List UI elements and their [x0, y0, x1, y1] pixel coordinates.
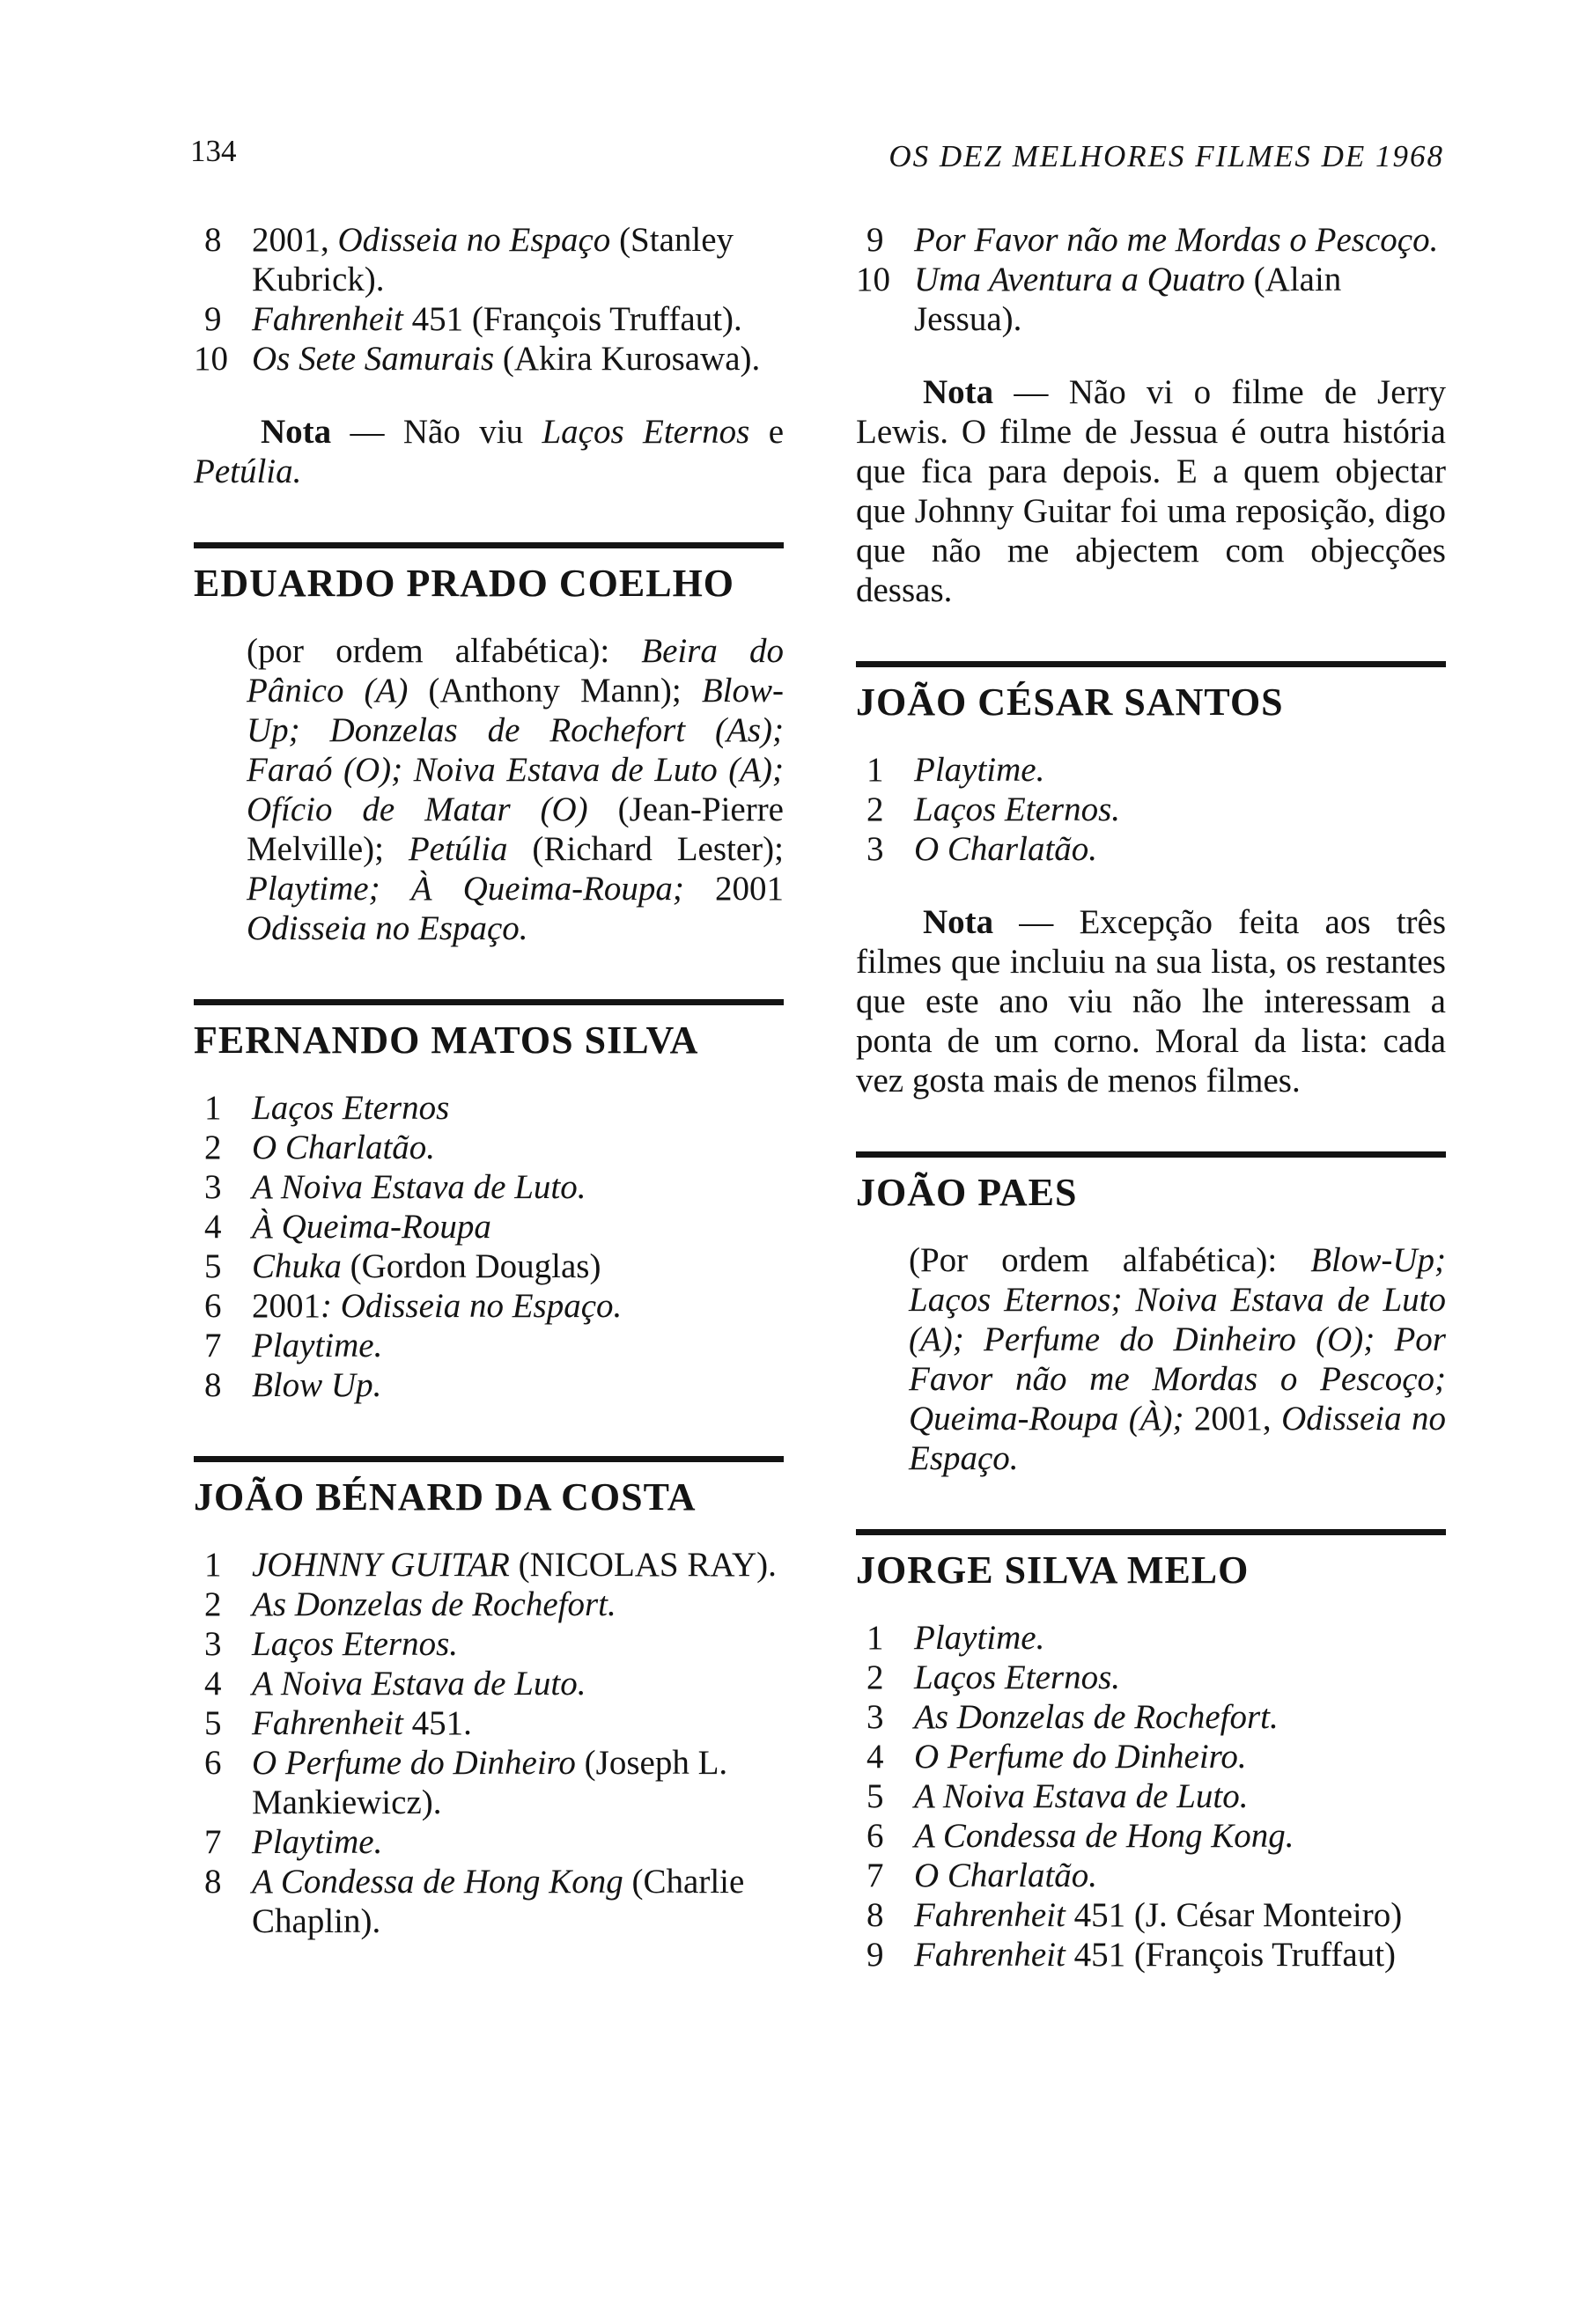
item-number: 6	[204, 1287, 222, 1325]
item-text: A Condessa de Hong Kong (Charlie Chaplin).	[252, 1863, 745, 1940]
item-number: 4	[866, 1738, 884, 1776]
item-text: Uma Aventura a Quatro (Alain Jessua).	[914, 261, 1342, 338]
item-text: Blow Up.	[252, 1366, 382, 1404]
list-item	[856, 260, 1446, 339]
item-text: Laços Eternos.	[914, 791, 1120, 828]
item-text: O Perfume do Dinheiro.	[914, 1738, 1247, 1776]
item-text: Laços Eternos.	[914, 1658, 1120, 1696]
item-number: 2	[866, 791, 884, 828]
list-item	[194, 1247, 784, 1286]
note-label: Nota	[923, 373, 994, 411]
item-text: Os Sete Samurais (Akira Kurosawa).	[252, 340, 761, 378]
item-number: 6	[204, 1744, 222, 1782]
note-label: Nota	[923, 903, 994, 941]
section-paragraph: (Por ordem alfabética): Blow-Up; Laços Eternos; Noiva Estava de Luto (A); Perfume do Dinheiro (O); Por Favor não me Mordas o Pescoço; Queima-Roupa (À); 2001, Odisseia no Espaço.	[909, 1241, 1447, 1477]
list-item	[856, 1618, 1446, 1658]
item-number: 1	[204, 1089, 222, 1127]
item-number: 8	[204, 1863, 222, 1901]
note	[856, 902, 1446, 1100]
item-number: 9	[866, 1936, 884, 1974]
item-number: 7	[204, 1327, 222, 1364]
section-paragraph: (por ordem alfabética): Beira do Pânico (A) (Anthony Mann); Blow-Up; Donzelas de Rochefort (As); Faraó (O); Noiva Estava de Luto (A); Ofício de Matar (O) (Jean-Pierre Melville); Petúlia (Richard Lester); Playtime; À Queima-Roupa; 2001 Odisseia no Espaço.	[247, 632, 785, 947]
note-label: Nota	[261, 413, 332, 451]
item-text: Fahrenheit 451 (François Truffaut)	[914, 1936, 1397, 1974]
item-text: Playtime.	[252, 1327, 383, 1364]
list-item	[194, 299, 784, 339]
item-text: A Noiva Estava de Luto.	[252, 1168, 586, 1206]
item-text: O Charlatão.	[252, 1129, 436, 1166]
item-text: Fahrenheit 451 (J. César Monteiro)	[914, 1896, 1403, 1934]
section-title: EDUARDO PRADO COELHO	[194, 562, 735, 605]
item-number: 4	[204, 1665, 222, 1703]
item-text: As Donzelas de Rochefort.	[914, 1698, 1279, 1736]
list-item	[194, 1128, 784, 1167]
section-fernando-matos-silva	[194, 999, 784, 1405]
list-item	[856, 829, 1446, 869]
item-number: 8	[204, 221, 222, 259]
item-number: 7	[204, 1823, 222, 1861]
item-number: 9	[204, 300, 222, 338]
item-text: Playtime.	[252, 1823, 383, 1861]
item-number: 8	[204, 1366, 222, 1404]
section-joao-paes	[856, 1151, 1446, 1478]
continued-list	[856, 220, 1446, 339]
list-item	[194, 1743, 784, 1822]
list-item	[194, 1326, 784, 1365]
item-number: 4	[204, 1208, 222, 1246]
note	[856, 372, 1446, 610]
item-number: 3	[866, 830, 884, 868]
section-title: JOÃO CÉSAR SANTOS	[856, 680, 1284, 724]
film-list	[856, 1618, 1446, 1975]
section-joao-benard-da-costa	[194, 1456, 784, 1941]
section-rule	[194, 999, 784, 1005]
item-number: 7	[866, 1857, 884, 1894]
item-number: 1	[866, 751, 884, 789]
list-item	[856, 1816, 1446, 1856]
item-number: 8	[866, 1896, 884, 1934]
list-item	[856, 220, 1446, 260]
item-text: Fahrenheit 451 (François Truffaut).	[252, 300, 742, 338]
item-number: 5	[204, 1704, 222, 1742]
list-item	[194, 220, 784, 299]
item-text: A Noiva Estava de Luto.	[252, 1665, 586, 1703]
list-item	[194, 1286, 784, 1326]
list-item	[856, 1856, 1446, 1895]
list-item	[856, 1895, 1446, 1935]
item-number: 10	[194, 340, 228, 378]
item-text: O Perfume do Dinheiro (Joseph L. Mankiewicz).	[252, 1744, 728, 1821]
item-text: Laços Eternos	[252, 1089, 450, 1127]
list-item	[194, 1167, 784, 1207]
list-item	[856, 1697, 1446, 1737]
section-title: JOÃO BÉNARD DA COSTA	[194, 1475, 697, 1519]
film-list	[856, 750, 1446, 869]
list-item	[194, 1703, 784, 1743]
item-text: 2001, Odisseia no Espaço (Stanley Kubrick).	[252, 221, 734, 298]
section-joao-cesar-santos	[856, 661, 1446, 1100]
section-eduardo-prado-coelho	[194, 542, 784, 948]
note-text: — Não viu Laços Eternos e Petúlia.	[194, 413, 785, 490]
left-column	[194, 220, 784, 1941]
item-text: As Donzelas de Rochefort.	[252, 1585, 616, 1623]
item-number: 5	[204, 1247, 222, 1285]
item-number: 3	[204, 1168, 222, 1206]
item-number: 3	[204, 1625, 222, 1663]
item-text: A Noiva Estava de Luto.	[914, 1777, 1249, 1815]
item-number: 6	[866, 1817, 884, 1855]
item-number: 9	[866, 221, 884, 259]
section-rule	[856, 1529, 1446, 1535]
item-text: O Charlatão.	[914, 1857, 1098, 1894]
list-item	[856, 1776, 1446, 1816]
list-item	[856, 1737, 1446, 1776]
section-jorge-silva-melo	[856, 1529, 1446, 1975]
list-item	[856, 750, 1446, 790]
item-text: Por Favor não me Mordas o Pescoço.	[914, 221, 1439, 259]
list-item	[194, 1822, 784, 1862]
list-item	[194, 1365, 784, 1405]
item-text: O Charlatão.	[914, 830, 1098, 868]
running-title: OS DEZ MELHORES FILMES DE 1968	[889, 139, 1444, 173]
item-number: 5	[866, 1777, 884, 1815]
film-list	[194, 1545, 784, 1941]
item-number: 3	[866, 1698, 884, 1736]
section-title: JOÃO PAES	[856, 1171, 1078, 1214]
item-text: À Queima-Roupa	[252, 1208, 491, 1246]
list-item	[856, 1935, 1446, 1975]
list-item	[194, 339, 784, 379]
item-number: 2	[204, 1129, 222, 1166]
right-column	[856, 220, 1446, 1975]
list-item	[194, 1624, 784, 1664]
item-text: Chuka (Gordon Douglas)	[252, 1247, 601, 1285]
item-text: A Condessa de Hong Kong.	[914, 1817, 1294, 1855]
item-text: Laços Eternos.	[252, 1625, 458, 1663]
item-number: 1	[866, 1619, 884, 1657]
film-list	[194, 1088, 784, 1405]
note	[194, 412, 784, 491]
section-rule	[194, 542, 784, 548]
item-text: Fahrenheit 451.	[252, 1704, 472, 1742]
list-item	[194, 1585, 784, 1624]
section-title: FERNANDO MATOS SILVA	[194, 1019, 699, 1062]
item-text: Playtime.	[914, 1619, 1045, 1657]
item-number: 1	[204, 1546, 222, 1584]
note-text: — Excepção feita aos três filmes que incluiu na sua lista, os restantes que este ano viu não lhe interessam a ponta de um corno. Moral da lista: cada vez gosta mais de menos filmes.	[856, 903, 1446, 1099]
item-text: Playtime.	[914, 751, 1045, 789]
item-text: 2001: Odisseia no Espaço.	[252, 1287, 623, 1325]
list-item	[194, 1545, 784, 1585]
list-item	[194, 1862, 784, 1941]
item-number: 2	[866, 1658, 884, 1696]
item-text: JOHNNY GUITAR (NICOLAS RAY).	[252, 1546, 777, 1584]
list-item	[194, 1207, 784, 1247]
note-text: — Não vi o filme de Jerry Lewis. O filme de Jessua é outra história que fica para depois. E a quem objectar que Johnny Guitar foi uma reposição, digo que não me abjectem com objecções dessas.	[856, 373, 1446, 609]
list-item	[856, 1658, 1446, 1697]
item-number: 10	[856, 261, 890, 298]
list-item	[194, 1664, 784, 1703]
section-rule	[856, 661, 1446, 667]
section-title: JORGE SILVA MELO	[856, 1548, 1250, 1592]
section-rule	[194, 1456, 784, 1462]
list-item	[856, 790, 1446, 829]
list-item	[194, 1088, 784, 1128]
item-number: 2	[204, 1585, 222, 1623]
continued-list	[194, 220, 784, 379]
page-number: 134	[190, 134, 237, 168]
section-rule	[856, 1151, 1446, 1158]
